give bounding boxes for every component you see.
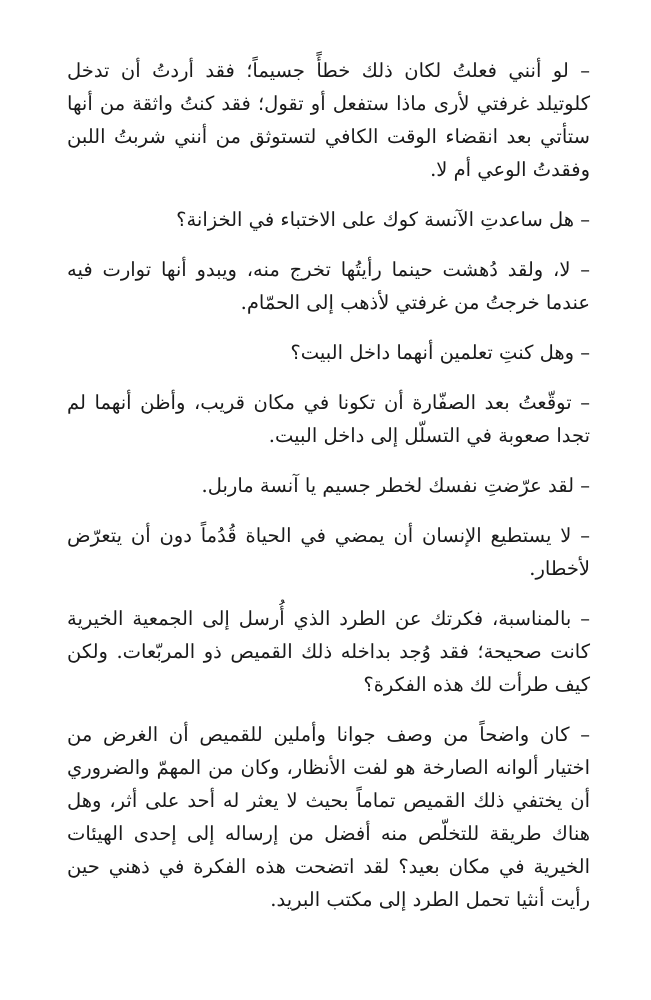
paragraph-2: – هل ساعدتِ الآنسة كوك على الاختباء في الخزانة؟: [176, 208, 590, 231]
paragraph-6: – لقد عرّضتِ نفسك لخطر جسيم يا آنسة ماربل.: [201, 474, 590, 497]
paragraph-8: – بالمناسبة، فكرتك عن الطرد الذي أُرسل إلى الجمعية الخيرية كانت صحيحة؛ فقد وُجد بداخله ذلك القميص ذو المربّعات. ولكن كيف طرأت لك هذه الفكرة؟: [67, 607, 590, 696]
paragraph-4: – وهل كنتِ تعلمين أنهما داخل البيت؟: [290, 341, 590, 364]
paragraph-3: – لا، ولقد دُهشت حينما رأيتُها تخرج منه، ويبدو أنها توارت فيه عندما خرجتُ من غرفتي لأذهب إلى الحمّام.: [67, 258, 590, 314]
paragraph-1: – لو أنني فعلتُ لكان ذلك خطأً جسيماً؛ فقد أردتُ أن تدخل كلوتيلد غرفتي لأرى ماذا ستفعل أو تقول؛ فقد كنتُ واثقة من أنها ستأتي بعد انقضاء الوقت الكافي لتستوثق من أنني شربتُ اللبن وفقدتُ الوعي أم لا.: [67, 59, 590, 181]
paragraph-7: – لا يستطيع الإنسان أن يمضي في الحياة قُدُماً دون أن يتعرّض لأخطار.: [67, 524, 590, 580]
paragraph-9: – كان واضحاً من وصف جوانا وأملين للقميص أن الغرض من اختيار ألوانه الصارخة هو لفت الأنظار، وكان من المهمّ والضروري أن يختفي ذلك القميص تماماً بحيث لا يعثر له أحد على أثر، وهل هناك طريقة للتخلّص منه أفضل من إرساله إلى إحدى الهيئات الخيرية في مكان بعيد؟ لقد اتضحت هذه الفكرة في ذهني حين رأيت أنثيا تحمل الطرد إلى مكتب البريد.: [67, 723, 590, 911]
paragraph-5: – توقّعتُ بعد الصفّارة أن تكونا في مكان قريب، وأظن أنهما لم تجدا صعوبة في التسلّل إلى داخل البيت.: [67, 391, 590, 447]
